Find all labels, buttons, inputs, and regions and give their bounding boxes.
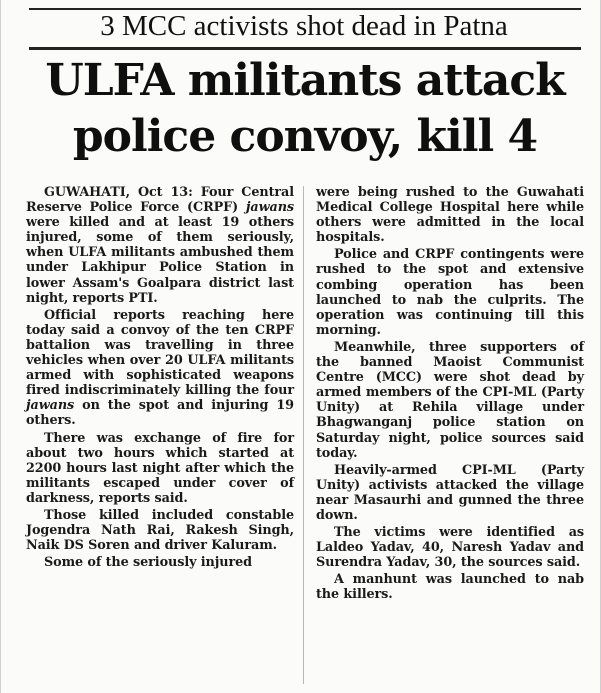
paragraph-3: There was exchange of fire for about two hours which started at 2200 hours last night after which the militants escaped under cover of darkness, reports said. bbox=[26, 430, 294, 506]
paragraph-6: were being rushed to the Guwahati Medical College Hospital here while others were admitted in the local hospitals. bbox=[316, 185, 584, 246]
paragraph-5: Some of the seriously injured bbox=[44, 555, 252, 571]
kicker-headline: 3 MCC activists shot dead in Patna bbox=[100, 10, 508, 42]
dateline: GUWAHATI, Oct 13: bbox=[44, 185, 193, 200]
right-column bbox=[316, 185, 584, 603]
left-column bbox=[26, 185, 294, 570]
main-headline bbox=[29, 53, 581, 165]
paragraph-1-text-a: Four Central Reserve Police Force (CRPF) bbox=[26, 185, 294, 216]
paragraph-1 bbox=[26, 185, 294, 306]
paragraph-9: Heavily-armed CPI-ML (Party Unity) activists attacked the village near Masaurhi and gunned the three down. bbox=[316, 462, 584, 523]
paragraph-10: The victims were identified as Laldeo Yadav, 40, Naresh Yadav and Surendra Yadav, 30, the sources said. bbox=[316, 525, 584, 571]
column-gutter bbox=[303, 186, 304, 684]
paragraph-8: Meanwhile, three supporters of the banned Maoist Communist Centre (MCC) were shot dead by armed members of the CPI-ML (Party Unity) at Rehila village under Bhagwanganj police station on Saturday night, police sources said today. bbox=[316, 339, 584, 461]
paragraph-2-text-b: on the spot and injuring 19 others. bbox=[26, 398, 294, 429]
paragraph-2 bbox=[26, 308, 294, 429]
paragraph-7: Police and CRPF contingents were rushed to the spot and extensive combing operation has been launched to nab the culprits. The operation was continuing till this morning. bbox=[316, 247, 584, 338]
paragraph-11: A manhunt was launched to nab the killers. bbox=[316, 572, 584, 603]
headline-line-1: ULFA militants attack bbox=[45, 55, 565, 106]
paragraph-2-italic: jawans bbox=[26, 398, 75, 414]
headline-line-2: police convoy, kill 4 bbox=[72, 111, 538, 162]
paragraph-2-text-a: Official reports reaching here today said a convoy of the ten CRPF battalion was travelling in three vehicles when over 20 ULFA militants armed with sophisticated weapons fired indiscriminately killing the four bbox=[26, 307, 294, 399]
paragraph-4: Those killed included constable Jogendra Nath Rai, Rakesh Singh, Naik DS Soren and driver Kaluram. bbox=[26, 507, 294, 554]
kicker-rule bbox=[29, 47, 581, 50]
paragraph-1-text-b: were killed and at least 19 others injured, some of them seriously, when ULFA militants ambushed them under Lakhipur Police Station in lower Assam's Goalpara district last night, reports PTI. bbox=[26, 215, 294, 306]
paragraph-1-italic: jawans bbox=[245, 200, 294, 216]
